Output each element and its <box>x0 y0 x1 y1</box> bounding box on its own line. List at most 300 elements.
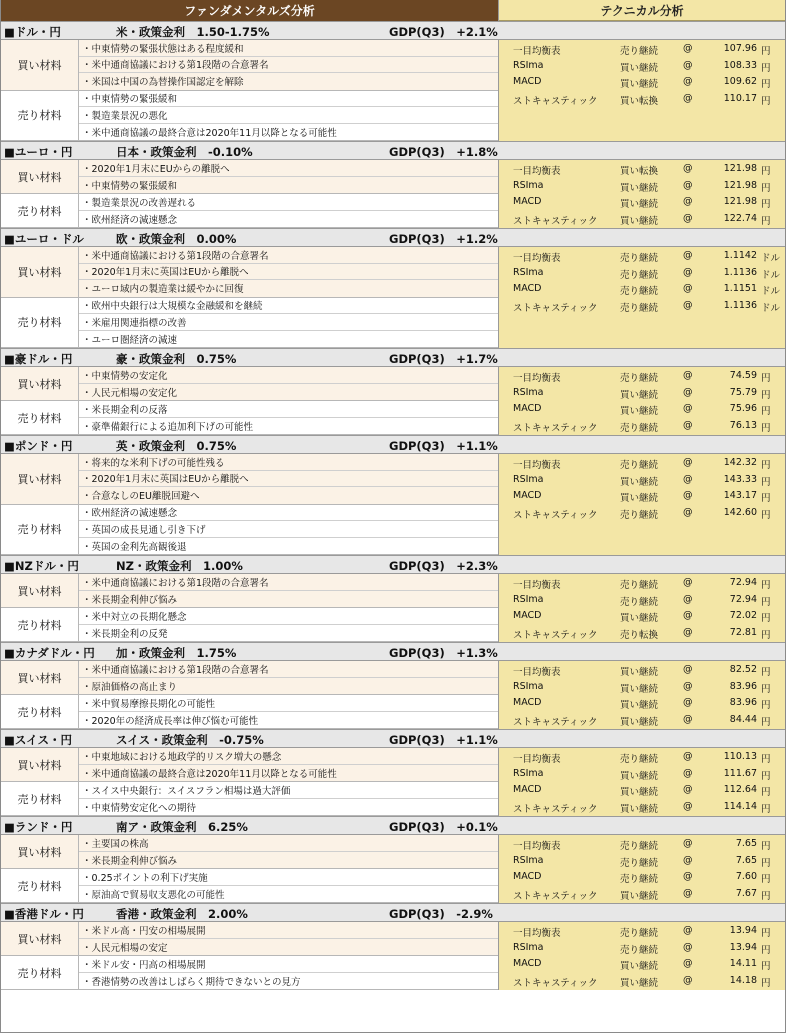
price-unit: 円 <box>761 389 771 401</box>
signal: 売り継続 <box>620 46 659 57</box>
at-sign: @ <box>683 626 693 638</box>
indicator-name: RSIma <box>513 59 544 71</box>
signal: 売り継続 <box>620 460 659 471</box>
indicator-name: ストキャスティック <box>513 716 598 728</box>
price-value: 1.1151 <box>723 283 757 294</box>
factor-item: ・2020年1月末に英国はEUから離脱へ <box>79 471 498 488</box>
factor-item: ・豪準備銀行による追加利下げの可能性 <box>82 421 254 433</box>
indicator-name: RSIma <box>513 473 544 485</box>
factor-item: ・中東地域における地政学的リスク増大の懸念 <box>79 748 498 765</box>
sell-factors <box>1 869 498 903</box>
factor-item: ・米中貿易摩擦長期化の可能性 <box>79 695 498 712</box>
currency-pair: ■ランド・円 <box>4 820 73 834</box>
section-title <box>1 348 785 367</box>
technical-row <box>499 940 785 957</box>
factor-item: ・原油価格の高止まり <box>82 681 178 693</box>
price-value: 1.1136 <box>723 266 757 278</box>
price-value: 142.32 <box>723 457 757 468</box>
factor-item: ・米ドル高・円安の相場展開 <box>79 922 498 939</box>
technical-row <box>499 472 785 489</box>
price-value: 14.18 <box>729 974 757 986</box>
currency-pair: ■香港ドル・円 <box>4 907 84 921</box>
factor-item: ・将来的な米利下げの可能性残る <box>79 454 498 471</box>
technical-row <box>499 799 785 816</box>
at-sign: @ <box>683 59 693 71</box>
sell-factors <box>1 194 498 228</box>
buy-items <box>79 367 498 400</box>
technical-row <box>499 401 785 418</box>
technical-row <box>499 194 785 211</box>
section-title <box>1 228 785 247</box>
price-unit: 円 <box>761 944 771 956</box>
buy-factors <box>1 748 498 782</box>
factor-item: ・米長期金利伸び悩み <box>82 855 178 867</box>
sell-label: 売り材料 <box>1 608 79 641</box>
price-unit: 円 <box>761 874 771 885</box>
gdp-value: GDP(Q3) +2.1% <box>389 25 498 39</box>
price-value: 7.65 <box>735 854 757 866</box>
fundamentals-block <box>1 160 499 228</box>
factor-item: ・米国は中国の為替操作国認定を解除 <box>82 77 244 89</box>
at-sign: @ <box>683 941 693 953</box>
factor-item: ・製造業景況の悪化 <box>79 107 498 124</box>
signal: 買い継続 <box>620 770 659 782</box>
price-unit: 円 <box>761 580 771 591</box>
buy-factors <box>1 922 498 956</box>
gdp-value: GDP(Q3) +1.2% <box>389 232 498 246</box>
technical-row <box>499 679 785 696</box>
signal: 売り継続 <box>620 269 659 281</box>
sell-items <box>79 194 498 227</box>
section-body <box>1 247 785 348</box>
at-sign: @ <box>683 974 693 986</box>
indicator-name: ストキャスティック <box>513 215 598 227</box>
technical-block <box>499 160 785 228</box>
price-value: 121.98 <box>723 179 757 191</box>
at-sign: @ <box>683 163 693 174</box>
signal: 売り継続 <box>620 509 659 521</box>
technical-row <box>499 161 785 178</box>
currency-pair: ■ドル・円 <box>4 25 61 39</box>
price-unit: 円 <box>761 803 771 815</box>
sell-label: 売り材料 <box>1 401 79 434</box>
factor-item: ・スイス中央銀行：スイスフラン相場は過大評価 <box>79 782 498 799</box>
sell-factors <box>1 695 498 729</box>
indicator-name: ストキャスティック <box>513 95 598 107</box>
at-sign: @ <box>683 871 693 882</box>
policy-rate: NZ・政策金利 1.00% <box>116 559 243 573</box>
factor-item: ・中東情勢安定化への期待 <box>82 802 197 814</box>
indicator-name: ストキャスティック <box>513 629 598 641</box>
buy-label: 買い材料 <box>1 160 79 193</box>
factor-item: ・米中通商協議における第1段階の合意署名 <box>79 574 498 591</box>
currency-pair: ■スイス・円 <box>4 733 73 747</box>
price-unit: 円 <box>761 460 771 471</box>
indicator-name: MACD <box>513 871 542 882</box>
technical-header: テクニカル分析 <box>499 0 785 21</box>
gdp-value: GDP(Q3) +1.1% <box>389 439 498 453</box>
factor-item: ・米中通商協議の最終合意は2020年11月以降となる可能性 <box>82 768 337 780</box>
price-unit: ドル <box>761 286 781 297</box>
price-value: 76.13 <box>729 419 757 431</box>
price-unit: 円 <box>761 215 771 227</box>
indicator-name: ストキャスティック <box>513 302 598 314</box>
buy-label: 買い材料 <box>1 922 79 955</box>
sell-factors <box>1 956 498 990</box>
signal: 売り継続 <box>620 874 659 885</box>
factor-item: ・米長期金利の反発 <box>82 628 168 640</box>
technical-row <box>499 592 785 609</box>
price-value: 83.96 <box>729 697 757 708</box>
technical-block <box>499 661 785 729</box>
gdp-value: GDP(Q3) +1.7% <box>389 352 498 366</box>
buy-factors <box>1 40 498 91</box>
price-unit: 円 <box>761 613 771 624</box>
indicator-name: RSIma <box>513 680 544 692</box>
indicator-name: MACD <box>513 76 542 87</box>
gdp-value: GDP(Q3) +0.1% <box>389 820 498 834</box>
at-sign: @ <box>683 473 693 485</box>
price-value: 108.33 <box>723 59 757 71</box>
signal: 買い継続 <box>620 199 659 210</box>
price-value: 114.14 <box>723 800 757 812</box>
sell-items <box>79 956 498 989</box>
currency-pair: ■カナダドル・円 <box>4 646 95 660</box>
price-value: 72.94 <box>729 577 757 588</box>
technical-row <box>499 886 785 903</box>
sell-label: 売り材料 <box>1 194 79 227</box>
indicator-name: MACD <box>513 283 542 294</box>
price-value: 74.59 <box>729 370 757 381</box>
technical-block <box>499 40 785 141</box>
indicator-name: RSIma <box>513 386 544 398</box>
section-body <box>1 367 785 435</box>
at-sign: @ <box>683 457 693 468</box>
signal: 買い継続 <box>620 493 659 504</box>
price-unit: 円 <box>761 596 771 608</box>
technical-row <box>499 608 785 625</box>
indicator-name: RSIma <box>513 266 544 278</box>
signal: 買い継続 <box>620 716 659 728</box>
price-unit: 円 <box>761 977 771 989</box>
at-sign: @ <box>683 751 693 762</box>
at-sign: @ <box>683 593 693 605</box>
price-value: 7.60 <box>735 871 757 882</box>
fundamentals-block <box>1 247 499 348</box>
at-sign: @ <box>683 43 693 54</box>
sell-items <box>79 608 498 641</box>
price-unit: 円 <box>761 46 771 57</box>
fundamentals-block <box>1 661 499 729</box>
buy-factors <box>1 247 498 298</box>
price-value: 13.94 <box>729 941 757 953</box>
technical-row <box>499 869 785 886</box>
factor-item: ・米中対立の長期化懸念 <box>79 608 498 625</box>
price-unit: 円 <box>761 406 771 417</box>
currency-section <box>1 348 785 435</box>
technical-row <box>499 712 785 729</box>
buy-factors <box>1 454 498 505</box>
price-unit: 円 <box>761 928 771 939</box>
section-body <box>1 574 785 642</box>
signal: 買い継続 <box>620 613 659 624</box>
currency-section <box>1 21 785 141</box>
indicator-name: RSIma <box>513 593 544 605</box>
price-unit: 円 <box>761 166 771 177</box>
policy-rate: 南ア・政策金利 6.25% <box>116 820 248 834</box>
fundamentals-block <box>1 835 499 903</box>
price-unit: 円 <box>761 199 771 210</box>
buy-label: 買い材料 <box>1 40 79 90</box>
price-value: 7.65 <box>735 838 757 849</box>
price-value: 75.96 <box>729 403 757 414</box>
technical-row <box>499 455 785 472</box>
signal: 買い転換 <box>620 166 659 177</box>
price-unit: 円 <box>761 841 771 852</box>
fundamentals-block <box>1 748 499 816</box>
buy-factors <box>1 367 498 401</box>
at-sign: @ <box>683 370 693 381</box>
section-title <box>1 816 785 835</box>
at-sign: @ <box>683 664 693 675</box>
factor-item: ・米長期金利伸び悩み <box>82 594 178 606</box>
signal: 売り継続 <box>620 928 659 939</box>
technical-row <box>499 749 785 766</box>
signal: 買い継続 <box>620 977 659 989</box>
indicator-name: MACD <box>513 697 542 708</box>
sell-factors <box>1 91 498 142</box>
factor-item: ・香港情勢の改善はしばらく期待できないとの見方 <box>82 976 301 988</box>
price-unit: ドル <box>761 253 781 264</box>
fundamentals-block <box>1 574 499 642</box>
price-value: 110.17 <box>723 92 757 104</box>
buy-items <box>79 454 498 504</box>
price-value: 1.1142 <box>723 250 757 261</box>
price-unit: 円 <box>761 422 771 434</box>
price-value: 143.17 <box>723 490 757 501</box>
currency-pair: ■ポンド・円 <box>4 439 73 453</box>
price-unit: 円 <box>761 373 771 384</box>
section-body <box>1 454 785 555</box>
indicator-name: 一目均衡表 <box>513 253 561 264</box>
section-body <box>1 835 785 903</box>
sell-label: 売り材料 <box>1 869 79 902</box>
factor-item: ・ユーロ域内の製造業は緩やかに回復 <box>82 284 244 296</box>
price-unit: 円 <box>761 857 771 869</box>
technical-row <box>499 923 785 940</box>
sell-items <box>79 695 498 728</box>
factor-item: ・2020年の経済成長率は伸び悩む可能性 <box>82 715 259 727</box>
buy-label: 買い材料 <box>1 748 79 781</box>
indicator-name: 一目均衡表 <box>513 754 561 765</box>
signal: 買い継続 <box>620 803 659 815</box>
factor-item: ・2020年1月末にEUからの離脱へ <box>79 160 498 177</box>
sell-label: 売り材料 <box>1 956 79 989</box>
policy-rate: 米・政策金利 1.50-1.75% <box>116 25 270 39</box>
price-value: 75.79 <box>729 386 757 398</box>
signal: 買い継続 <box>620 79 659 90</box>
sell-items <box>79 782 498 815</box>
technical-row <box>499 58 785 75</box>
signal: 売り継続 <box>620 596 659 608</box>
at-sign: @ <box>683 299 693 311</box>
currency-section <box>1 555 785 642</box>
factor-item: ・米中通商協議における第1段階の合意署名 <box>79 661 498 678</box>
at-sign: @ <box>683 386 693 398</box>
technical-row <box>499 505 785 522</box>
buy-label: 買い材料 <box>1 247 79 297</box>
technical-row <box>499 74 785 91</box>
technical-block <box>499 574 785 642</box>
at-sign: @ <box>683 838 693 849</box>
price-value: 111.67 <box>723 767 757 779</box>
indicator-name: 一目均衡表 <box>513 46 561 57</box>
indicator-name: ストキャスティック <box>513 509 598 521</box>
buy-factors <box>1 661 498 695</box>
sell-items <box>79 298 498 348</box>
section-body <box>1 922 785 990</box>
buy-items <box>79 247 498 297</box>
price-value: 121.98 <box>723 163 757 174</box>
technical-block <box>499 367 785 435</box>
at-sign: @ <box>683 76 693 87</box>
price-value: 142.60 <box>723 506 757 518</box>
factor-item: ・米中通商協議の最終合意は2020年11月以降となる可能性 <box>82 127 337 139</box>
buy-items <box>79 922 498 955</box>
at-sign: @ <box>683 92 693 104</box>
signal: 買い継続 <box>620 683 659 695</box>
at-sign: @ <box>683 283 693 294</box>
technical-row <box>499 385 785 402</box>
indicator-name: 一目均衡表 <box>513 373 561 384</box>
signal: 買い転換 <box>620 95 659 107</box>
technical-row <box>499 91 785 108</box>
price-unit: 円 <box>761 629 771 641</box>
gdp-value: GDP(Q3) -2.9% <box>389 907 493 921</box>
price-value: 7.67 <box>735 887 757 899</box>
at-sign: @ <box>683 958 693 969</box>
signal: 買い継続 <box>620 389 659 401</box>
at-sign: @ <box>683 577 693 588</box>
price-unit: 円 <box>761 961 771 972</box>
technical-row <box>499 782 785 799</box>
indicator-name: RSIma <box>513 854 544 866</box>
price-value: 143.33 <box>723 473 757 485</box>
buy-items <box>79 661 498 694</box>
factor-item: ・米中通商協議における第1段階の合意署名 <box>79 57 498 74</box>
sell-label: 売り材料 <box>1 505 79 555</box>
buy-label: 買い材料 <box>1 661 79 694</box>
currency-section <box>1 228 785 348</box>
price-unit: 円 <box>761 79 771 90</box>
at-sign: @ <box>683 490 693 501</box>
sell-label: 売り材料 <box>1 91 79 141</box>
price-value: 14.11 <box>729 958 757 969</box>
price-unit: ドル <box>761 269 781 281</box>
price-unit: 円 <box>761 509 771 521</box>
fundamentals-block <box>1 40 499 141</box>
at-sign: @ <box>683 506 693 518</box>
technical-row <box>499 298 785 315</box>
signal: 売り継続 <box>620 841 659 852</box>
price-unit: 円 <box>761 700 771 711</box>
signal: 買い継続 <box>620 476 659 488</box>
currency-section <box>1 816 785 903</box>
technical-row <box>499 418 785 435</box>
at-sign: @ <box>683 800 693 812</box>
factor-item: ・中東情勢の緊張緩和 <box>79 91 498 108</box>
section-title <box>1 903 785 922</box>
fundamentals-header: ファンダメンタルズ分析 <box>1 0 499 21</box>
gdp-value: GDP(Q3) +1.1% <box>389 733 498 747</box>
technical-row <box>499 368 785 385</box>
fundamentals-block <box>1 454 499 555</box>
price-value: 72.02 <box>729 610 757 621</box>
signal: 売り継続 <box>620 422 659 434</box>
at-sign: @ <box>683 179 693 191</box>
technical-row <box>499 625 785 642</box>
signal: 売り継続 <box>620 286 659 297</box>
sell-factors <box>1 298 498 349</box>
factor-item: ・原油高で貿易収支悪化の可能性 <box>82 889 225 901</box>
section-title <box>1 642 785 661</box>
indicator-name: RSIma <box>513 767 544 779</box>
factor-item: ・米中通商協議における第1段階の合意署名 <box>79 247 498 264</box>
buy-items <box>79 40 498 90</box>
policy-rate: 英・政策金利 0.75% <box>116 439 237 453</box>
price-value: 107.96 <box>723 43 757 54</box>
price-unit: 円 <box>761 95 771 107</box>
indicator-name: MACD <box>513 490 542 501</box>
technical-row <box>499 836 785 853</box>
section-title <box>1 21 785 40</box>
price-unit: 円 <box>761 890 771 902</box>
fundamentals-block <box>1 922 499 990</box>
currency-pair: ■ユーロ・ドル <box>4 232 84 246</box>
price-value: 110.13 <box>723 751 757 762</box>
signal: 買い継続 <box>620 215 659 227</box>
signal: 売り継続 <box>620 302 659 314</box>
sell-items <box>79 869 498 902</box>
technical-block <box>499 835 785 903</box>
indicator-name: 一目均衡表 <box>513 580 561 591</box>
at-sign: @ <box>683 784 693 795</box>
indicator-name: ストキャスティック <box>513 977 598 989</box>
currency-section <box>1 435 785 555</box>
signal: 買い継続 <box>620 667 659 678</box>
buy-label: 買い材料 <box>1 835 79 868</box>
factor-item: ・欧州中央銀行は大規模な金融緩和を継続 <box>79 298 498 315</box>
policy-rate: 加・政策金利 1.75% <box>116 646 237 660</box>
indicator-name: ストキャスティック <box>513 890 598 902</box>
signal: 売り継続 <box>620 754 659 765</box>
price-unit: 円 <box>761 787 771 798</box>
price-unit: 円 <box>761 770 771 782</box>
technical-row <box>499 662 785 679</box>
sell-factors <box>1 782 498 816</box>
price-unit: ドル <box>761 302 781 314</box>
factor-item: ・2020年1月末に英国はEUから離脱へ <box>79 264 498 281</box>
buy-label: 買い材料 <box>1 574 79 607</box>
section-title <box>1 729 785 748</box>
buy-items <box>79 160 498 193</box>
at-sign: @ <box>683 266 693 278</box>
currency-section <box>1 903 785 990</box>
signal: 売り継続 <box>620 944 659 956</box>
technical-block <box>499 454 785 555</box>
policy-rate: スイス・政策金利 -0.75% <box>116 733 264 747</box>
factor-item: ・人民元相場の安定化 <box>82 387 178 399</box>
